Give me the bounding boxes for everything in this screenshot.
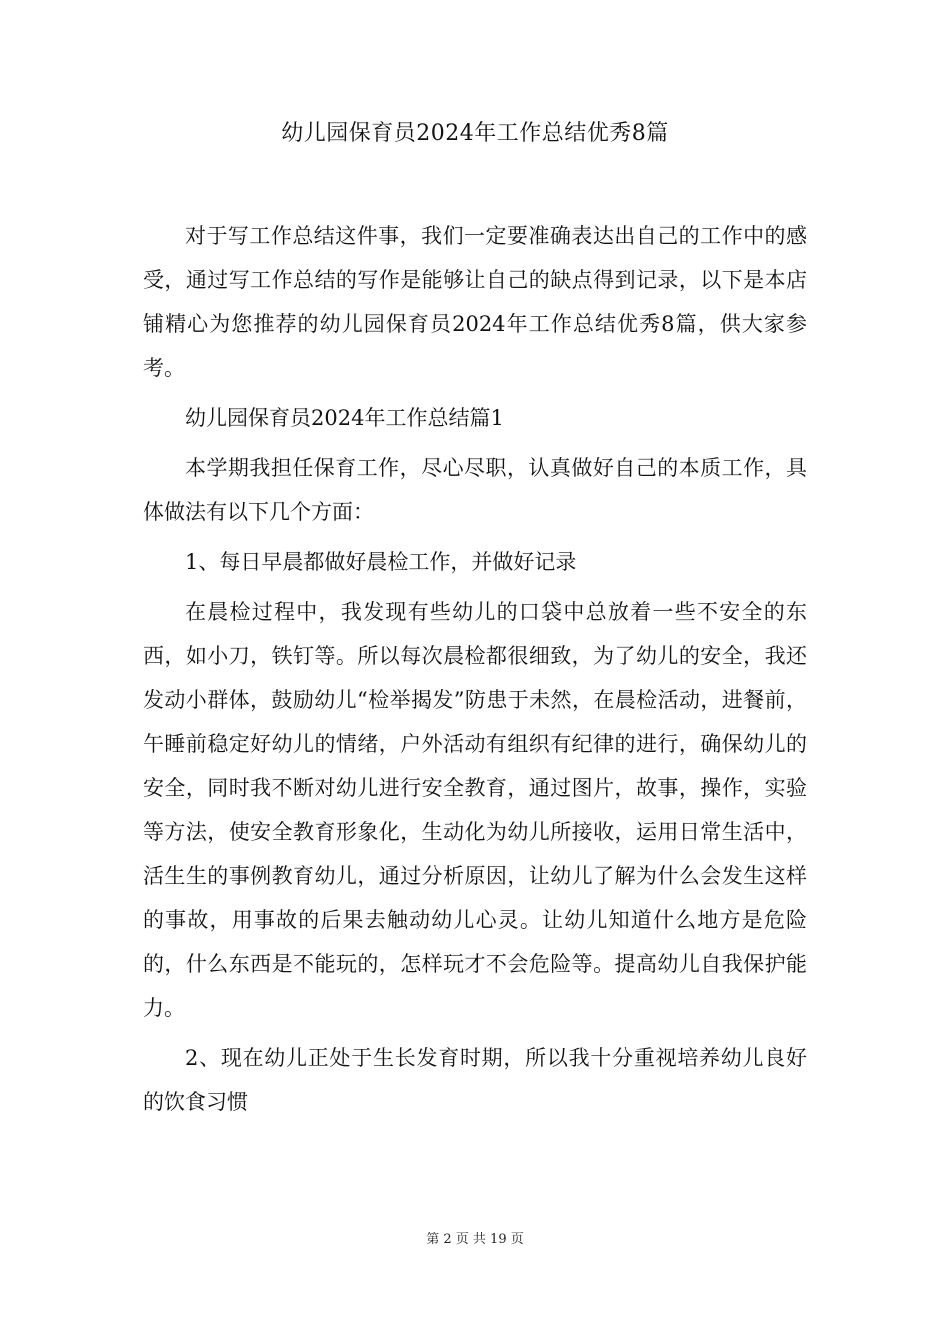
list-item-heading: 2、现在幼儿正处于生长发育时期，所以我十分重视培养幼儿良好的饮食习惯 — [143, 1046, 807, 1114]
list-item-heading: 1、每日早晨都做好晨检工作，并做好记录 — [185, 550, 577, 574]
document-body — [143, 214, 807, 1130]
document-title: 幼儿园保育员2024年工作总结优秀8篇 — [281, 121, 669, 146]
intro-paragraph: 对于写工作总结这件事，我们一定要准确表达出自己的工作中的感受，通过写工作总结的写作是能够让自己的缺点得到记录，以下是本店铺精心为您推荐的幼儿园保育员2024年工作总结优秀8篇，供大家参考。 — [143, 224, 807, 380]
page-number-footer: 第 2 页 共 19 页 — [426, 1232, 524, 1247]
body-paragraph: 本学期我担任保育工作，尽心尽职，认真做好自己的本质工作，具体做法有以下几个方面： — [143, 456, 807, 524]
section-heading: 幼儿园保育员2024年工作总结篇1 — [185, 406, 504, 430]
body-paragraph: 在晨检过程中，我发现有些幼儿的口袋中总放着一些不安全的东西，如小刀，铁钉等。所以每次晨检都很细致，为了幼儿的安全，我还发动小群体，鼓励幼儿“检举揭发”防患于未然，在晨检活动，进餐前，午睡前稳定好幼儿的情绪，户外活动有组织有纪律的进行，确保幼儿的安全，同时我不断对幼儿进行安全教育，通过图片，故事，操作，实验等方法，使安全教育形象化，生动化为幼儿所接收，运用日常生活中，活生生的事例教育幼儿，通过分析原因，让幼儿了解为什么会发生这样的事故，用事故的后果去触动幼儿心灵。让幼儿知道什么地方是危险的，什么东西是不能玩的，怎样玩才不会危险等。提高幼儿自我保护能力。 — [143, 600, 807, 1020]
